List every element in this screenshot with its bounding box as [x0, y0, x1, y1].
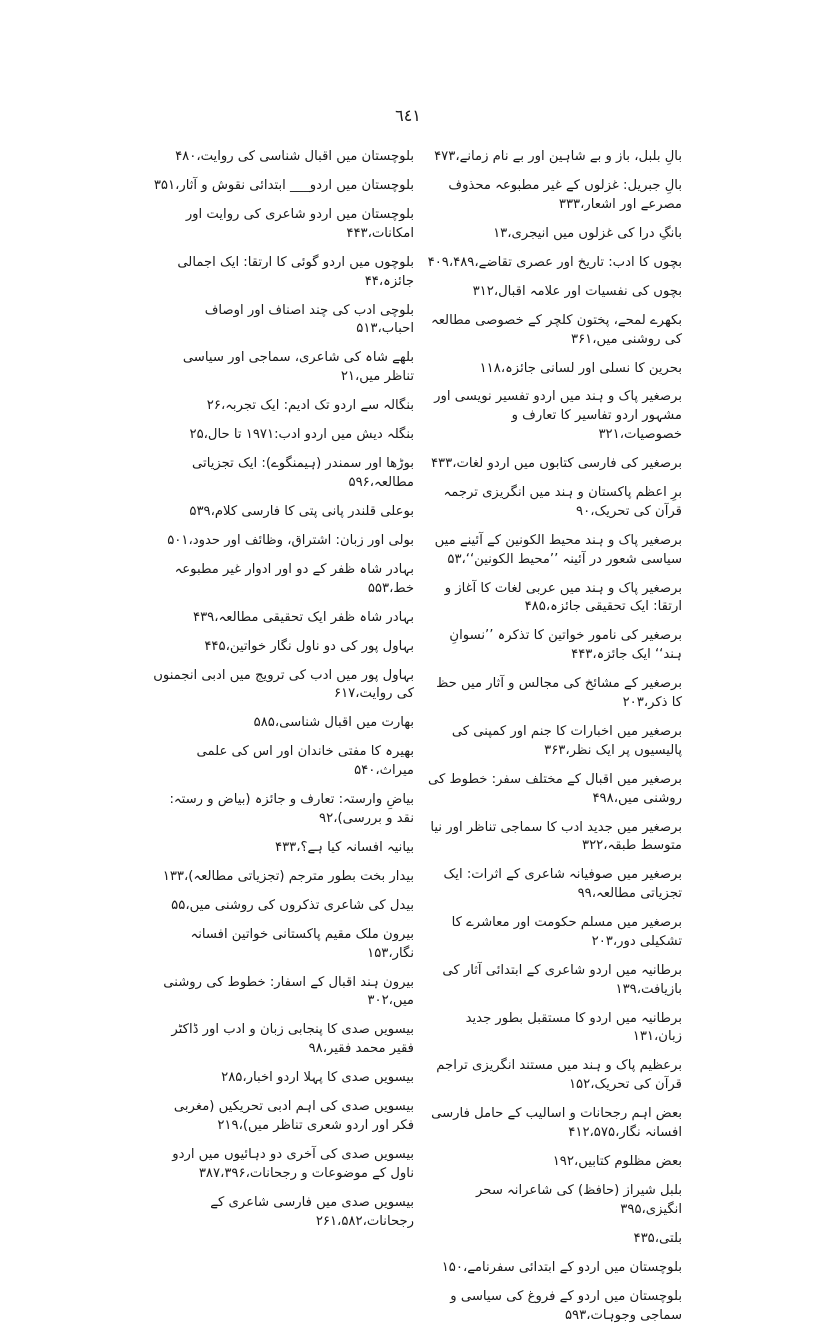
index-entry: بحرین کا نسلی اور لسانی جائزہ،۱۱۸ — [479, 360, 682, 376]
index-entry: بھارت میں اقبال شناسی،۵۸۵ — [253, 715, 414, 731]
index-entry: بہاول پور میں ادب کی ترویج میں ادبی انجمنوں کی روایت،۶۱۷ — [153, 667, 414, 702]
index-entry: برطانیہ میں اردو کا مستقبل بطور جدید زبان،۱۳۱ — [465, 1010, 682, 1045]
index-entry: بیسویں صدی کی آخری دو دہائیوں میں اردو ناول کے موضوعات و رجحانات،۳۸۷،۳۹۶ — [172, 1146, 414, 1181]
index-entry: بوڑھا اور سمندر (ہیمنگوے): ایک تجزیاتی مطالعہ،۵۹۶ — [192, 456, 414, 490]
index-entry: برصغیر میں اخبارات کا جنم اور کمپنی کی پالیسیوں پر ایک نظر،۳۶۳ — [451, 723, 682, 758]
index-entry: بالِ جبریل: غزلوں کے غیر مطبوعہ محذوف مصرعے اور اشعار،۳۳۳ — [448, 177, 682, 212]
index-entry: بیاضِ وارستہ: تعارف و جائزہ (بیاض و رستہ: نقد و بررسی)،۹۲ — [169, 792, 414, 826]
index-entry: برصغیر میں اقبال کے مختلف سفر: خطوط کی روشنی میں،۴۹۸ — [427, 771, 682, 806]
index-entry: برصغیر کے مشائخ کی مجالس و آثار میں حظ کا ذکر،۲۰۳ — [436, 676, 682, 710]
index-entry: بلوچستان میں اردو کے ابتدائی سفرنامے،۱۵۰ — [441, 1259, 682, 1275]
index-entry: بلوچستان میں اقبال شناسی کی روایت،۴۸۰ — [175, 149, 414, 164]
index-entry: برصغیر پاک و ہند محیط الکونین کے آئینے میں سیاسی شعور در آئینہ ’’محیط الکونین‘‘،۵۳ — [434, 532, 682, 567]
index-column-left — [150, 148, 414, 1242]
index-entry: برِ اعظم پاکستان و ہند میں انگریزی ترجمہ قرآن کی تحریک،۹۰ — [443, 485, 682, 519]
index-entry: بنگالہ سے اردو تک ادیم: ایک تجربہ،۲۶ — [206, 398, 414, 414]
index-entry: بلوچستان میں اردو___ ابتدائی نقوش و آثار،۳۵۱ — [153, 177, 414, 193]
index-entry: بولی اور زبان: اشتراق، وظائف اور حدود،۵۰۱ — [167, 532, 414, 548]
index-entry: برصغیر میں صوفیانہ شاعری کے اثرات: ایک تجزیاتی مطالعہ،۹۹ — [443, 867, 682, 902]
index-entry: بیسویں صدی کا پنجابی زبان و ادب اور ڈاکٹر فقیر محمد فقیر،۹۸ — [171, 1022, 414, 1057]
index-entry: بکھرے لمحے، پختون کلچر کے خصوصی مطالعہ کی روشنی میں،۳۶۱ — [430, 312, 682, 347]
index-entry: بیسویں صدی میں فارسی شاعری کے رجحانات،۲۶۱،۵۸۲ — [210, 1194, 414, 1229]
index-entry: برصغیر میں مسلم حکومت اور معاشرے کا تشکیلی دور،۲۰۳ — [451, 915, 682, 949]
index-entry: بہادر شاہ ظفر ایک تحقیقی مطالعہ،۴۳۹ — [192, 609, 414, 625]
index-entry: بچوں کی نفسیات اور علامہ اقبال،۳۱۲ — [472, 283, 682, 299]
index-column-right — [426, 148, 682, 1336]
index-entry: بلوچستان میں اردو کے فروغ کی سیاسی و سماجی وجوہات،۵۹۳ — [450, 1288, 682, 1323]
index-entry: برصغیر کی فارسی کتابوں میں اردو لغات،۴۳۳ — [430, 456, 682, 472]
index-entry: برعظیم پاک و ہند میں مستند انگریزی تراجم قرآن کی تحریک،۱۵۲ — [436, 1058, 682, 1093]
index-entry: بلوچی ادب کی چند اصناف اور اوصاف احباب،۵۱۳ — [204, 302, 414, 337]
index-entry: بہاول پور کی دو ناول نگار خواتین،۴۴۵ — [204, 638, 414, 654]
index-entry: بنگلہ دیش میں اردو ادب:۱۹۷۱ تا حال،۲۵ — [189, 427, 414, 443]
index-entry: بیسویں صدی کی اہم ادبی تحریکیں (مغربی فکر اور اردو شعری تناظر میں)،۲۱۹ — [173, 1099, 414, 1133]
index-entry: برصغیر پاک و ہند میں عربی لغات کا آغاز و ارتقا: ایک تحقیقی جائزہ،۴۸۵ — [444, 580, 682, 615]
index-entry: برطانیہ میں اردو شاعری کے ابتدائی آثار کی بازیافت،۱۳۹ — [442, 962, 682, 997]
index-entry: بوعلی قلندر پانی پتی کا فارسی کلام،۵۳۹ — [189, 503, 414, 519]
index-entry: برصغیر میں جدید ادب کا سماجی تناظر اور نیا متوسط طبقہ،۳۲۲ — [430, 819, 682, 854]
index-entry: بیدار بخت بطور مترجم (تجزیاتی مطالعہ)،۱۳۳ — [162, 868, 414, 884]
index-entry: بلوچوں میں اردو گوئی کا ارتقا: ایک اجمالی جائزہ،۴۴ — [177, 254, 414, 289]
index-entry: بالِ بلبل، باز و بے شاہین اور بے نام زمانے،۴۷۳ — [434, 149, 682, 164]
index-entry: بیرون ملک مقیم پاکستانی خواتین افسانہ نگار،۱۵۳ — [190, 926, 414, 961]
index-entry: بعض مظلوم کتابیں،۱۹۲ — [552, 1153, 682, 1169]
index-entry: بچوں کا ادب: تاریخ اور عصری تقاضے،۴۰۹،۴۸۹ — [427, 254, 682, 270]
index-entry: بھیرہ کا مفتی خاندان اور اس کی علمی میراث،۵۴۰ — [196, 744, 414, 779]
page-number: ٦٤١ — [395, 106, 421, 125]
index-entry: بہادر شاہ ظفر کے دو اور ادوار غیر مطبوعہ خط،۵۵۳ — [174, 561, 414, 596]
index-entry: بلتی،۴۳۵ — [633, 1230, 682, 1246]
index-entry: بلبل شیراز (حافظ) کی شاعرانہ سحر انگیزی،۳۹۵ — [476, 1182, 682, 1217]
index-entry: برصغیر پاک و ہند میں اردو تفسیر نویسی اور مشہور اردو تفاسیر کا تعارف و خصوصیات،۳۲۱ — [434, 389, 682, 443]
index-entry: بیسویں صدی کا پہلا اردو اخبار،۲۸۵ — [221, 1070, 414, 1086]
index-entry: بیدل کی شاعری تذکروں کی روشنی میں،۵۵ — [171, 897, 414, 913]
index-entry: بانگِ درا کی غزلوں میں انیجری،۱۳ — [493, 225, 682, 241]
index-entry: بیرون ہند اقبال کے اسفار: خطوط کی روشنی میں،۳۰۲ — [163, 974, 414, 1009]
index-entry: بلوچستان میں اردو شاعری کی روایت اور امکانات،۴۴۳ — [185, 206, 414, 241]
index-entry: برصغیر کی نامور خواتین کا تذکرہ ’’نسوانِ ہند‘‘ ایک جائزہ،۴۴۳ — [449, 628, 682, 663]
index-entry: بلھے شاہ کی شاعری، سماجی اور سیاسی تناظر میں،۲۱ — [182, 350, 414, 385]
index-entry: بعض اہم رجحانات و اسالیب کے حامل فارسی افسانہ نگار،۴۱۲،۵۷۵ — [431, 1106, 682, 1140]
index-entry: بیانیہ افسانہ کیا ہے؟،۴۳۳ — [274, 839, 414, 855]
